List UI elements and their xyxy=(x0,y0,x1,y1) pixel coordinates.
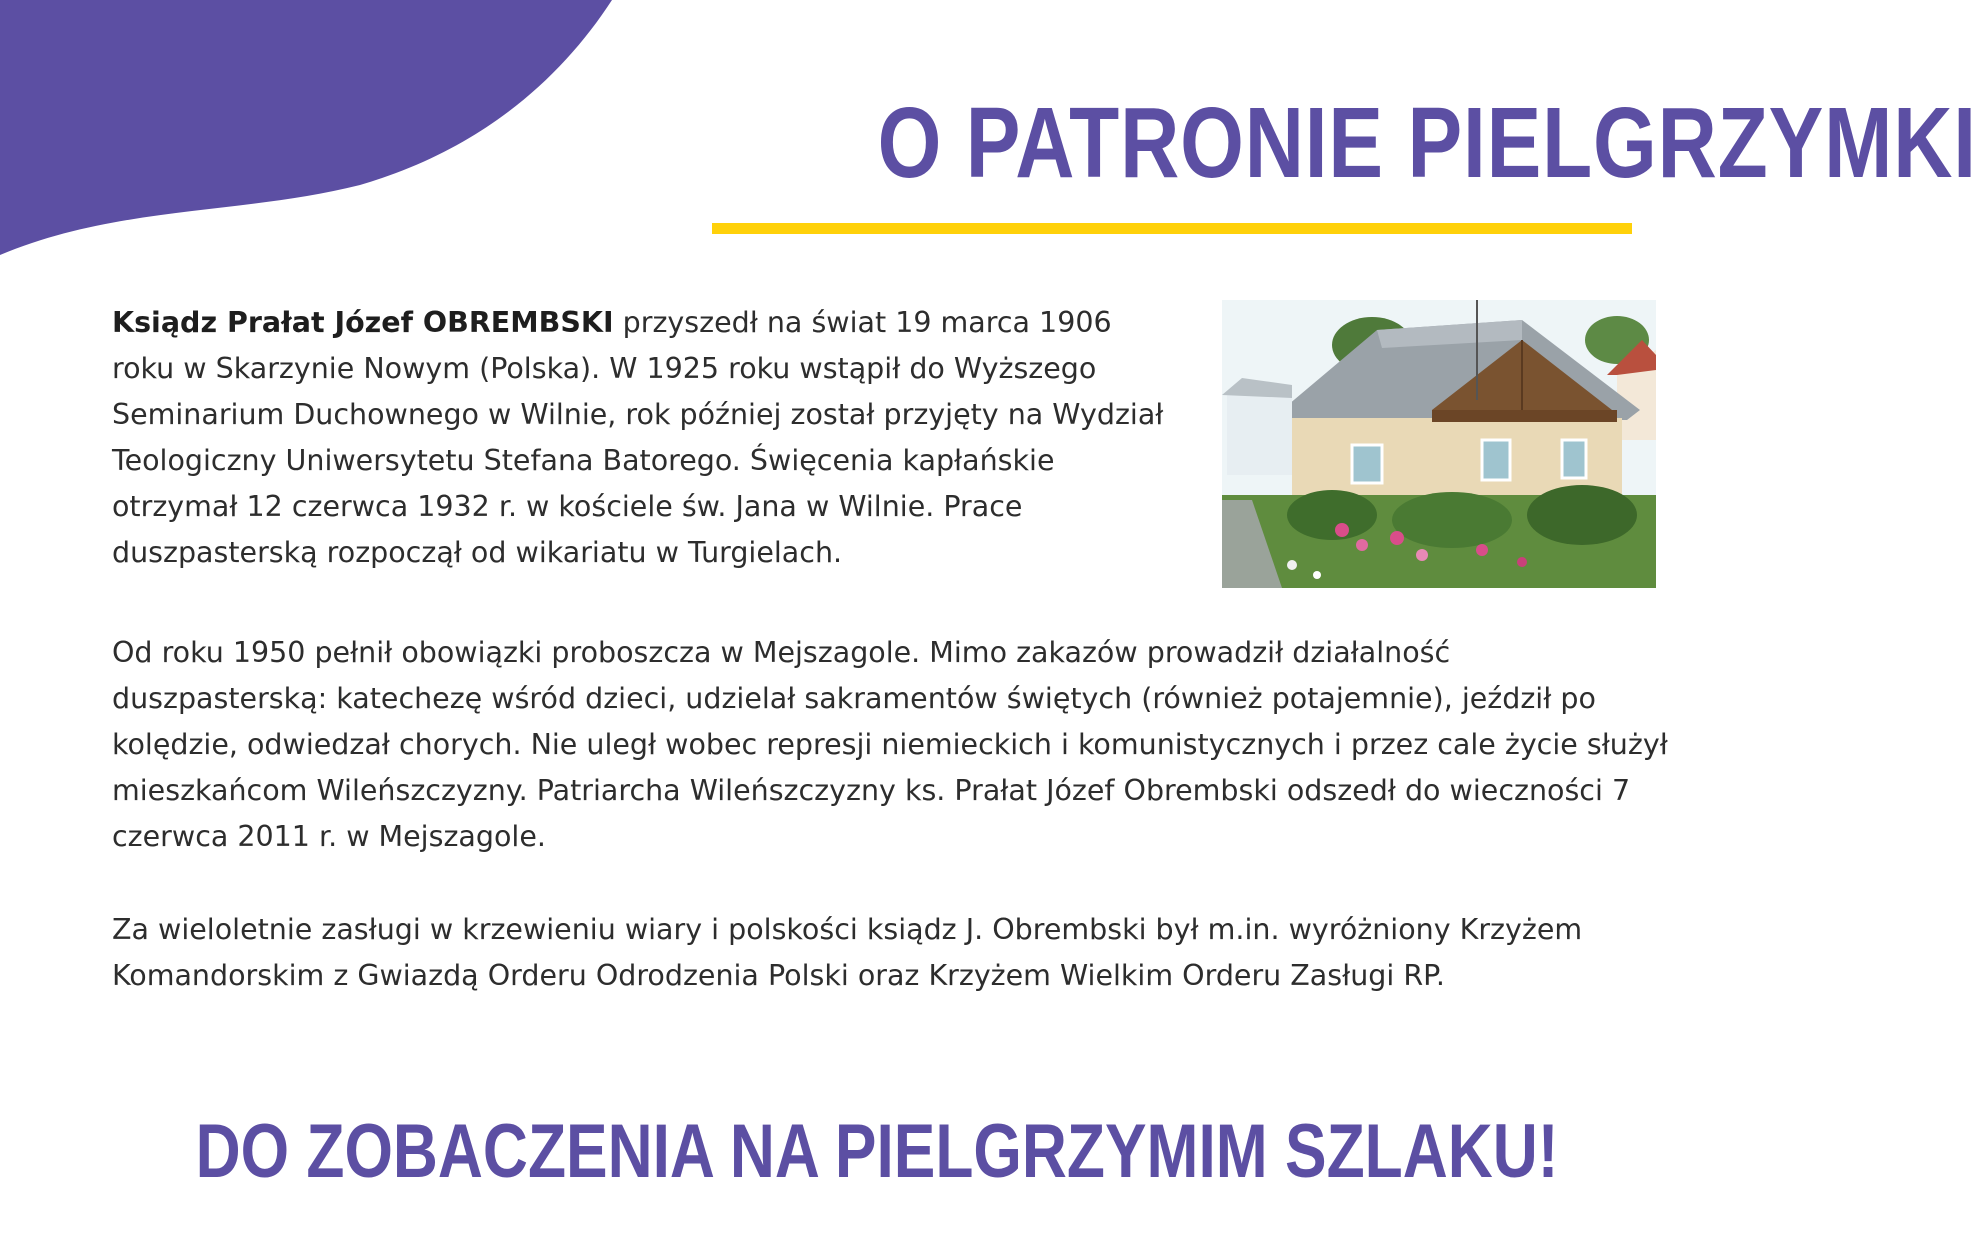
closing-text: DO ZOBACZENIA NA PIELGRZYMIM SZLAKU! xyxy=(195,1109,1559,1194)
decorative-corner-wave xyxy=(0,0,620,260)
house-photo xyxy=(1222,300,1656,588)
intro-paragraph xyxy=(112,300,1182,576)
honors-paragraph: Za wieloletnie zasługi w krzewieniu wiary i polskości ksiądz J. Obrembski był m.in. wyróżniony Krzyżem Komandorskim z Gwiazdą Orderu Odrodzenia Polski oraz Krzyżem Wielkim Orderu Zasługi RP. xyxy=(112,913,1583,992)
page-title: O PATRONIE PIELGRZYMKI xyxy=(877,87,1977,199)
closing-slogan xyxy=(0,1108,1754,1196)
intro-text: przyszedł na świat 19 marca 1906 roku w Skarzynie Nowym (Polska). W 1925 roku wstąpił do Wyższego Seminarium Duchownego w Wilnie, rok później został przyjęty na Wydział Teologiczny Uniwersytetu Stefana Batorego. Święcenia kapłańskie otrzymał 12 czerwca 1932 r. w kościele św. Jana w Wilnie. Prace duszpasterską rozpoczął od wikariatu w Turgielach. xyxy=(112,306,1164,569)
title-underline xyxy=(712,223,1632,234)
intro-name: Ksiądz Prałat Józef OBREMBSKI xyxy=(112,306,614,339)
biography-paragraph: Od roku 1950 pełnił obowiązki proboszcza w Mejszagole. Mimo zakazów prowadził działalność duszpasterską: katechezę wśród dzieci, udzielał sakramentów świętych (również potajemnie), jeździł po kolędzie, odwiedzał chorych. Nie uległ wobec represji niemieckich i komunistycznych i przez cale życie służył mieszkańcom Wileńszczyzny. Patriarcha Wileńszczyzny ks. Prałat Józef Obrembski odszedł do wieczności 7 czerwca 2011 r. w Mejszagole. xyxy=(112,636,1668,853)
